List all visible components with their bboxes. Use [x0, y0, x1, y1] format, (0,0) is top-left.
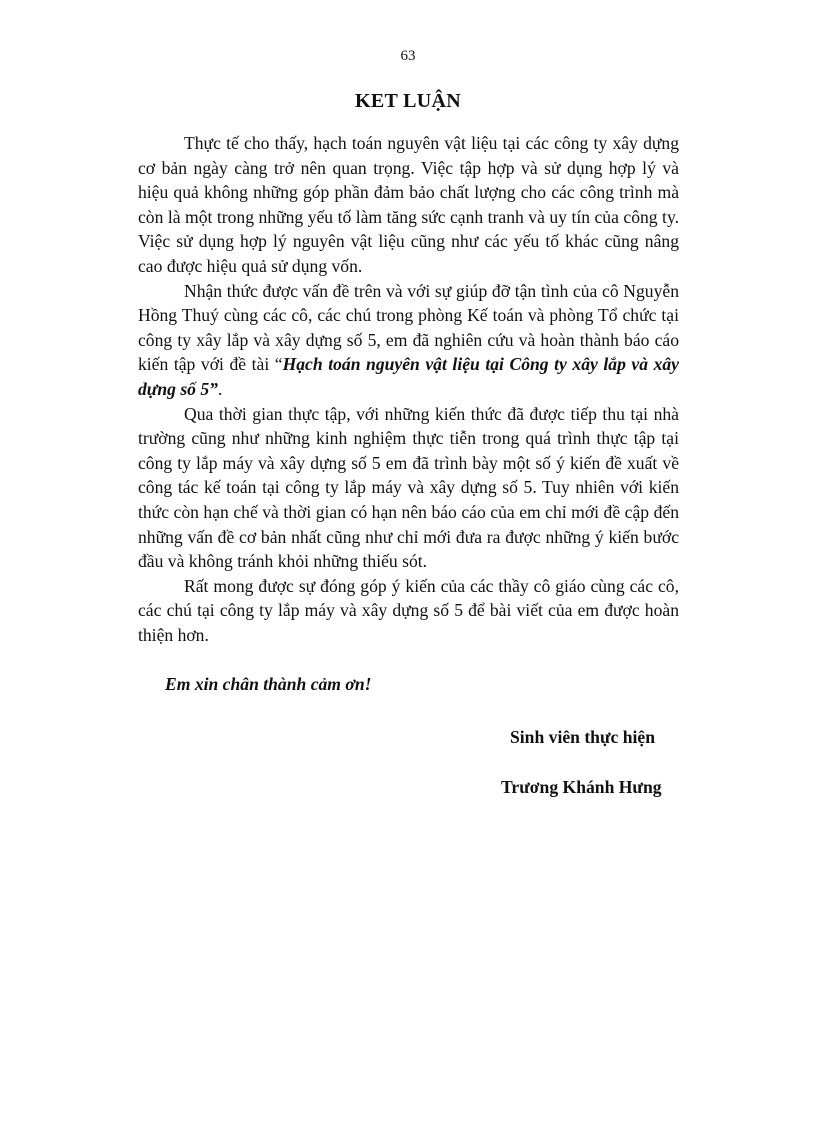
page-number: 63: [400, 48, 416, 64]
body-text: [138, 131, 679, 647]
paragraph-3: Qua thời gian thực tập, với những kiến thức đã được tiếp thu tại nhà trường cũng như những kinh nghiệm thực tiễn trong quá trình thực tập tại công ty lắp máy và xây dựng số 5 em đã trình bày một số ý kiến đề xuất về công tác kế toán tại công ty lắp máy và xây dựng số 5. Tuy nhiên với kiến thức còn hạn chế và thời gian có hạn nên báo cáo của em chỉ mới đề cập đến những vấn đề cơ bản nhất cũng như chỉ mới đưa ra được những ý kiến bước đầu và không tránh khỏi những thiếu sót.: [138, 403, 679, 572]
paragraph-2-end: .: [217, 378, 223, 399]
signature-name: Trương Khánh Hưng: [501, 777, 662, 797]
paragraph-2-text: Nhận thức được vấn đề trên và với sự giúp đỡ tận tình của cô Nguyễn Hồng Thuý cùng các cô, các chú trong phòng Kế toán và phòng Tổ chức tại công ty xây lắp và xây dựng số 5, em đã nghiên cứu và hoàn thành báo cáo kiến tập với đề tài “: [138, 280, 679, 375]
paragraph-2: [138, 279, 679, 402]
page-title: KET LUẬN: [355, 90, 461, 112]
signature-role: Sinh viên thực hiện: [510, 727, 655, 747]
paragraph-4: Rất mong được sự đóng góp ý kiến của các thầy cô giáo cùng các cô, các chú tại công ty lắp máy và xây dựng số 5 để bài viết của em được hoàn thiện hơn.: [138, 575, 679, 645]
thanks-line: Em xin chân thành cảm ơn!: [165, 674, 372, 694]
thesis-title-emphasis: Hạch toán nguyên vật liệu tại Công ty xây lắp và xây dựng số 5”: [138, 354, 679, 399]
paragraph-1: Thực tế cho thấy, hạch toán nguyên vật liệu tại các công ty xây dựng cơ bản ngày càng trở nên quan trọng. Việc tập hợp và sử dụng hợp lý và hiệu quả không những góp phần đảm bảo chất lượng cho các công trình mà còn là một trong những yếu tố làm tăng sức cạnh tranh và uy tín của công ty. Việc sử dụng hợp lý nguyên vật liệu cũng như các yếu tố khác cũng nâng cao được hiệu quả sử dụng vốn.: [138, 133, 679, 276]
